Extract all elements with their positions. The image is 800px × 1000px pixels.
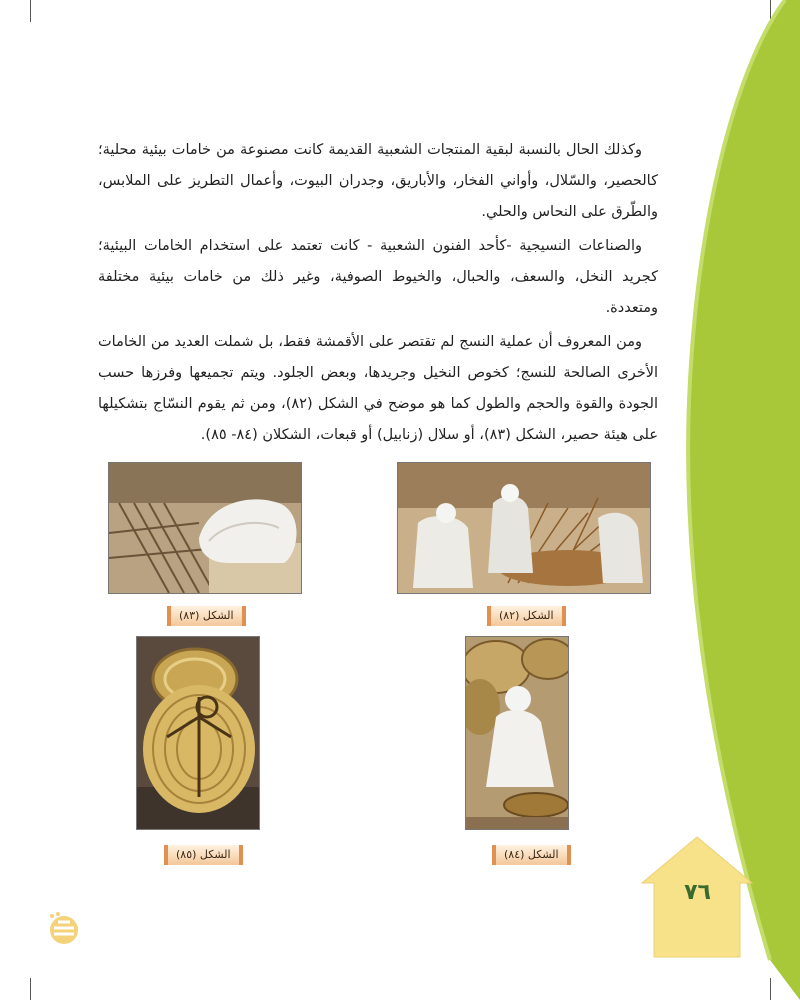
figure-84-photo (465, 636, 569, 830)
publisher-logo (44, 910, 84, 946)
figure-82-photo (397, 462, 651, 594)
page-number: ٧٦ (684, 880, 711, 905)
figure-83-photo (108, 462, 302, 594)
figure-82-caption: الشكل (٨٢) (487, 606, 566, 626)
figure-85-photo (136, 636, 260, 830)
figure-84-caption: الشكل (٨٤) (492, 845, 571, 865)
paragraph-3: ومن المعروف أن عملية النسج لم تقتصر على الأقمشة فقط، بل شملت العديد من الخامات الأخرى الصالحة للنسج؛ كخوص النخيل وجريدها، وبعض الجلود. ويتم تجميعها وفرزها حسب الجودة والقوة والحجم والطول كما هو موضح في الشكل (٨٢)، ومن ثم يقوم النسّاج بتشكيلها على هيئة حصير، الشكل (٨٣)، أو سلال (زنابيل) أو قبعات، الشكلان (٨٤- ٨٥). (98, 334, 658, 443)
paragraph-2: والصناعات النسيجية -كأحد الفنون الشعبية - كانت تعتمد على استخدام الخامات البيئية؛ كجريد النخل، والسعف، والحبال، والخيوط الصوفية، وغير ذلك من خامات بيئية مختلفة ومتعددة. (98, 238, 658, 316)
body-text (98, 135, 658, 454)
figure-83-caption: الشكل (٨٣) (167, 606, 246, 626)
paragraph-1: وكذلك الحال بالنسبة لبقية المنتجات الشعبية القديمة كانت مصنوعة من خامات بيئية محلية؛ كالحصير، والسّلال، وأواني الفخار، والأباريق، وجدران البيوت، وأعمال التطريز على الملابس، والطّرق على النحاس والحلي. (98, 142, 658, 220)
figure-85-caption: الشكل (٨٥) (164, 845, 243, 865)
